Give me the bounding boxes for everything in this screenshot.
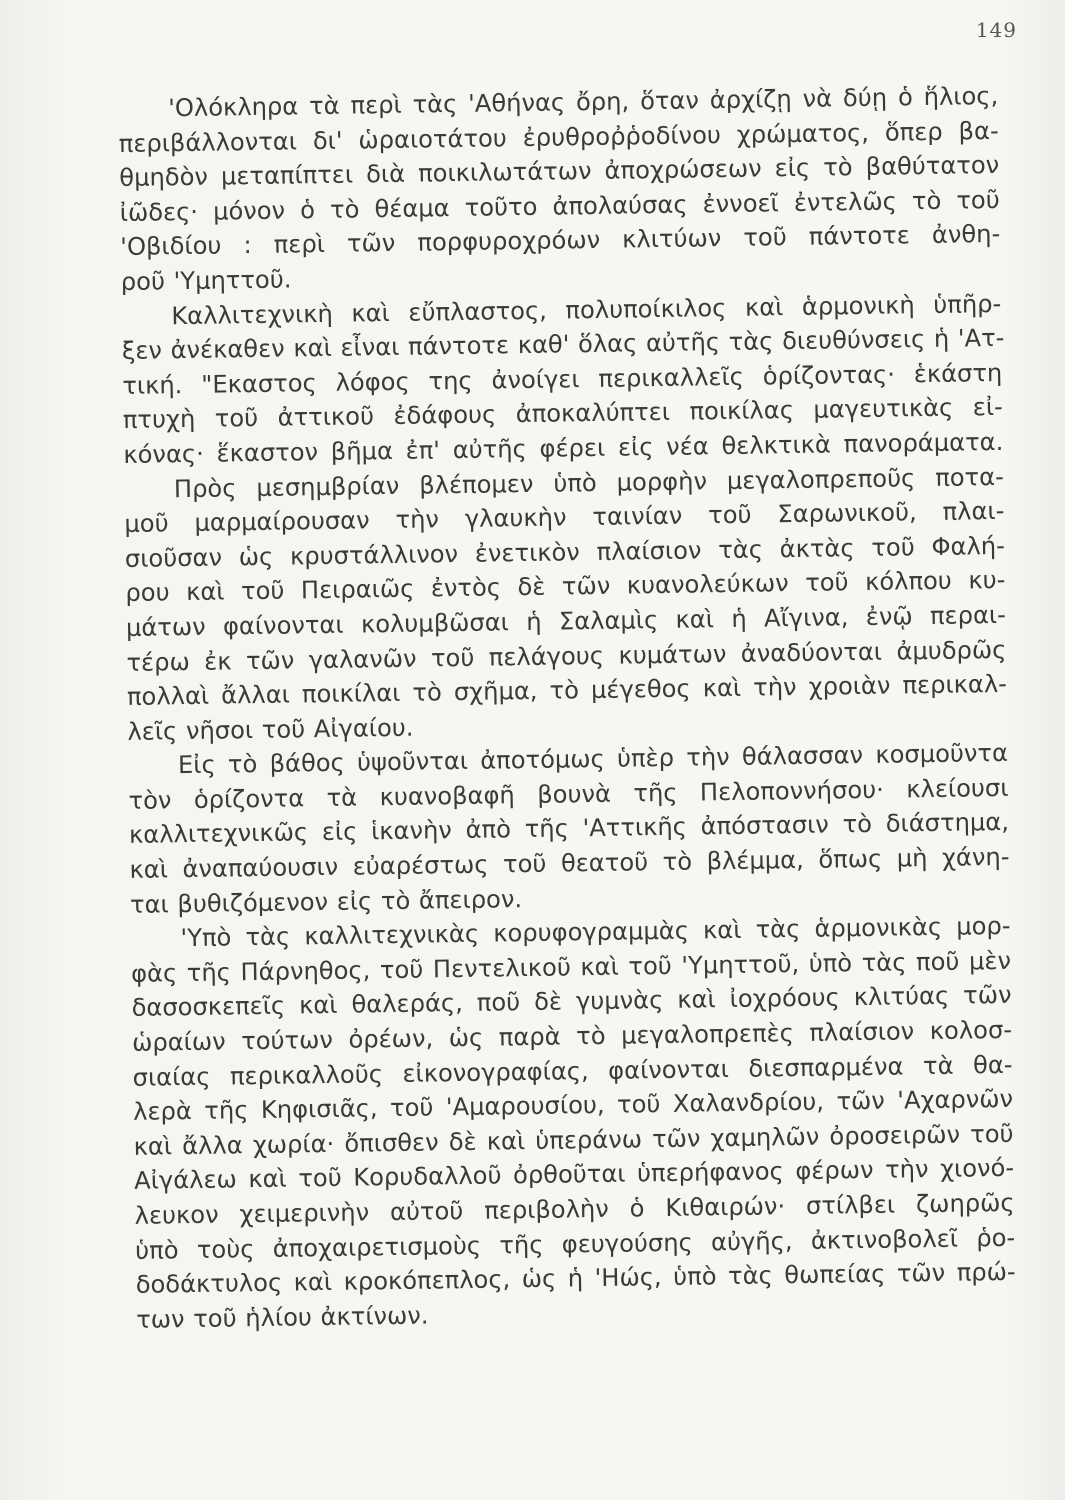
text-line: ροῦ 'Υμηττοῦ.: [120, 265, 292, 296]
text-line: κόνας· ἕκαστον βῆμα ἐπ' αὐτῆς φέρει εἰς νέα θελκτικὰ πανοράματα.: [123, 427, 1004, 469]
text-line: τική. "Εκαστος λόφος της ἀνοίγει περικαλλεῖς ὁρίζοντας· ἑκάστη: [122, 358, 1003, 400]
text-line: ται βυθιζόμενον εἰς τὸ ἄπειρον.: [129, 884, 523, 919]
text-line: 'Υπὸ τὰς καλλιτεχνικὰς κορυφογραμμὰς καὶ τὰς ἁρμονικὰς μορ-: [180, 912, 1011, 953]
text-line: μοῦ μαρμαίρουσαν τὴν γλαυκὴν ταινίαν τοῦ Σαρωνικοῦ, πλαι-: [124, 497, 1005, 539]
body-text: [118, 79, 1016, 1337]
text-line: 'Οβιδίου : περὶ τῶν πορφυροχρόων κλιτύων τοῦ πάντοτε ἀνθη-: [120, 220, 1001, 262]
text-line: 'Ολόκληρα τὰ περὶ τὰς 'Αθήνας ὄρη, ὅταν ἀρχίζῃ νὰ δύῃ ὁ ἥλιος,: [168, 81, 999, 123]
text-line: δασοσκεπεῖς καὶ θαλεράς, ποῦ δὲ γυμνὰς καὶ ἰοχρόους κλιτύας τῶν: [131, 981, 1012, 1023]
text-line: θμηδὸν μεταπίπτει διὰ ποικιλωτάτων ἀποχρώσεων εἰς τὸ βαθύτατον: [119, 151, 1000, 193]
text-line: λερὰ τῆς Κηφισιᾶς, τοῦ 'Αμαρουσίου, τοῦ Χαλανδρίου, τῶν 'Αχαρνῶν: [132, 1085, 1014, 1127]
text-line: φὰς τῆς Πάρνηθος, τοῦ Πεντελικοῦ καὶ τοῦ 'Υμηττοῦ, ὑπὸ τὰς ποῦ μὲν: [130, 946, 1012, 988]
text-line: καλλιτεχνικῶς εἰς ἱκανὴν ἀπὸ τῆς 'Αττικῆς ἀπόστασιν τὸ διάστημα,: [128, 808, 1010, 850]
text-line: λευκον χειμερινὴν αὐτοῦ περιβολὴν ὁ Κιθαιρών· στίλβει ζωηρῶς: [134, 1188, 1015, 1230]
text-line: Εἰς τὸ βάθος ὑψοῦνται ἀποτόμως ὑπὲρ τὴν θάλασσαν κοσμοῦντα: [177, 739, 1009, 780]
text-line: σιοῦσαν ὡς κρυστάλλινον ἐνετικὸν πλαίσιον τὰς ἀκτὰς τοῦ Φαλή-: [124, 531, 1006, 573]
text-line: τὸν ὁρίζοντα τὰ κυανοβαφῆ βουνὰ τῆς Πελοποννήσου· κλείουσι: [128, 773, 1009, 815]
text-line: Πρὸς μεσημβρίαν βλέπομεν ὑπὸ μορφὴν μεγαλοπρεποῦς ποτα-: [173, 462, 1005, 503]
text-line: ὡραίων τούτων ὀρέων, ὡς παρὰ τὸ μεγαλοπρεπὲς πλαίσιον κολοσ-: [131, 1015, 1013, 1057]
text-line: δοδάκτυλος καὶ κροκόπεπλος, ὡς ἡ 'Ηώς, ὑπὸ τὰς θωπείας τῶν πρώ-: [135, 1258, 1016, 1300]
text-line: ἰῶδες· μόνον ὁ τὸ θέαμα τοῦτο ἀπολαύσας ἐννοεῖ ἐντελῶς τὸ τοῦ: [119, 185, 1000, 227]
text-line: σιαίας περικαλλοῦς εἰκονογραφίας, φαίνονται διεσπαρμένα τὰ θα-: [132, 1050, 1013, 1092]
text-line: ὑπὸ τοὺς ἀποχαιρετισμοὺς τῆς φευγούσης αὐγῆς, ἀκτινοβολεῖ ῥο-: [134, 1223, 1016, 1265]
text-line: των τοῦ ἡλίου ἀκτίνων.: [136, 1301, 429, 1334]
text-line: πολλαὶ ἄλλαι ποικίλαι τὸ σχῆμα, τὸ μέγεθος καὶ τὴν χροιὰν περικαλ-: [126, 669, 1008, 712]
text-line: καὶ ἀναπαύουσιν εὐαρέστως τοῦ θεατοῦ τὸ βλέμμα, ὅπως μὴ χάνη-: [129, 842, 1010, 884]
text-line: ξεν ἀνέκαθεν καὶ εἶναι πάντοτε καθ' ὅλας αὐτῆς τὰς διευθύνσεις ἡ 'Ατ-: [121, 324, 1005, 366]
text-line: Αἰγάλεω καὶ τοῦ Κορυδαλλοῦ ὀρθοῦται ὑπερήφανος φέρων τὴν χιονό-: [133, 1154, 1015, 1196]
text-line: μάτων φαίνονται κολυμβῶσαι ἡ Σαλαμὶς καὶ ἡ Αἴγινα, ἐνῷ περαι-: [125, 600, 1007, 642]
text-line: καὶ ἄλλα χωρία· ὄπισθεν δὲ καὶ ὑπεράνω τῶν χαμηλῶν ὀροσειρῶν τοῦ: [133, 1119, 1014, 1161]
text-line: περιβάλλονται δι' ὡραιοτάτου ἐρυθροῤῥοδίνου χρώματος, ὅπερ βα-: [118, 116, 999, 158]
text-line: ρου καὶ τοῦ Πειραιῶς ἐντὸς δὲ τῶν κυανολεύκων τοῦ κόλπου κυ-: [125, 566, 1006, 608]
text-line: τέρω ἐκ τῶν γαλανῶν τοῦ πελάγους κυμάτων ἀναδύονται ἀμυδρῶς: [126, 635, 1007, 677]
page-number: 149: [975, 18, 1017, 42]
text-line: Καλλιτεχνικὴ καὶ εὔπλαστος, πολυποίκιλος καὶ ἁρμονικὴ ὑπῆρ-: [171, 289, 1002, 330]
text-line: λεῖς νῆσοι τοῦ Αἰγαίου.: [127, 713, 414, 746]
text-line: πτυχὴ τοῦ ἀττικοῦ ἐδάφους ἀποκαλύπτει ποικίλας μαγευτικὰς εἰ-: [122, 393, 1003, 435]
